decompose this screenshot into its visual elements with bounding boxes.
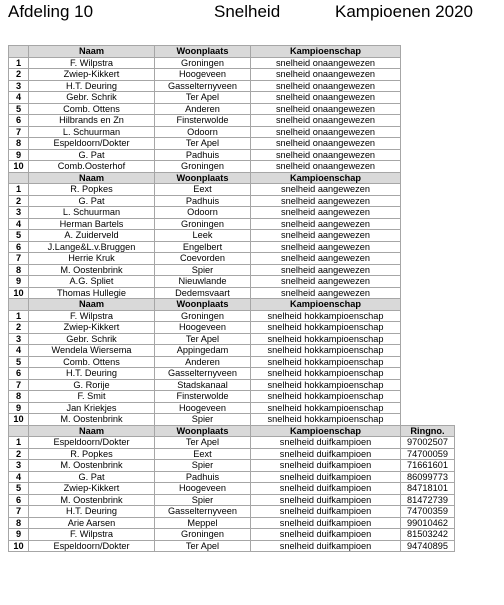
column-header-naam: Naam xyxy=(29,425,155,437)
rank-cell: 9 xyxy=(9,402,29,414)
naam-cell: Comb. Ottens xyxy=(29,356,155,368)
empty-cell xyxy=(401,92,455,104)
naam-cell: M. Oostenbrink xyxy=(29,460,155,472)
woonplaats-cell: Gasselternyveen xyxy=(155,368,251,380)
naam-cell: G. Pat xyxy=(29,149,155,161)
woonplaats-cell: Groningen xyxy=(155,310,251,322)
table-row xyxy=(9,356,455,368)
kampioenschap-cell: snelheid onaangewezen xyxy=(251,103,401,115)
kampioenschap-cell: snelheid hokkampioenschap xyxy=(251,368,401,380)
naam-cell: H.T. Deuring xyxy=(29,80,155,92)
kampioenschap-cell: snelheid hokkampioenschap xyxy=(251,391,401,403)
rank-cell: 1 xyxy=(9,184,29,196)
woonplaats-cell: Spier xyxy=(155,460,251,472)
ringno-cell: 99010462 xyxy=(401,517,455,529)
rank-cell: 5 xyxy=(9,230,29,242)
naam-cell: Comb.Oosterhof xyxy=(29,161,155,173)
header-number-cell xyxy=(9,425,29,437)
empty-cell xyxy=(401,161,455,173)
naam-cell: G. Rorije xyxy=(29,379,155,391)
table-row xyxy=(9,402,455,414)
naam-cell: L. Schuurman xyxy=(29,207,155,219)
kampioenschap-cell: snelheid hokkampioenschap xyxy=(251,345,401,357)
empty-cell xyxy=(401,207,455,219)
rank-cell: 6 xyxy=(9,115,29,127)
rank-cell: 2 xyxy=(9,448,29,460)
naam-cell: Espeldoorn/Dokter xyxy=(29,437,155,449)
naam-cell: M. Oostenbrink xyxy=(29,494,155,506)
rank-cell: 5 xyxy=(9,103,29,115)
section-header-row xyxy=(9,172,455,184)
empty-cell xyxy=(401,402,455,414)
naam-cell: F. Wilpstra xyxy=(29,57,155,69)
empty-cell xyxy=(401,195,455,207)
kampioenschap-cell: snelheid aangewezen xyxy=(251,241,401,253)
table-row xyxy=(9,368,455,380)
naam-cell: Wendela Wiersema xyxy=(29,345,155,357)
empty-cell xyxy=(401,368,455,380)
naam-cell: G. Pat xyxy=(29,195,155,207)
woonplaats-cell: Finsterwolde xyxy=(155,391,251,403)
rank-cell: 7 xyxy=(9,506,29,518)
naam-cell: Comb. Ottens xyxy=(29,103,155,115)
kampioenschap-cell: snelheid hokkampioenschap xyxy=(251,379,401,391)
table-row xyxy=(9,391,455,403)
naam-cell: R. Popkes xyxy=(29,448,155,460)
kampioenschap-cell: snelheid onaangewezen xyxy=(251,115,401,127)
empty-cell xyxy=(401,172,455,184)
ringno-cell: 81503242 xyxy=(401,529,455,541)
ringno-cell: 74700059 xyxy=(401,448,455,460)
column-header-naam: Naam xyxy=(29,299,155,311)
table-row xyxy=(9,322,455,334)
woonplaats-cell: Odoorn xyxy=(155,126,251,138)
column-header-woonplaats: Woonplaats xyxy=(155,46,251,58)
woonplaats-cell: Padhuis xyxy=(155,149,251,161)
kampioenschap-cell: snelheid aangewezen xyxy=(251,253,401,265)
kampioenschap-cell: snelheid onaangewezen xyxy=(251,161,401,173)
empty-cell xyxy=(401,241,455,253)
table-row xyxy=(9,149,455,161)
rank-cell: 4 xyxy=(9,471,29,483)
empty-cell xyxy=(401,46,455,58)
empty-cell xyxy=(401,253,455,265)
empty-cell xyxy=(401,299,455,311)
rank-cell: 8 xyxy=(9,391,29,403)
kampioenschap-cell: snelheid duifkampioen xyxy=(251,460,401,472)
rank-cell: 3 xyxy=(9,460,29,472)
column-header-naam: Naam xyxy=(29,46,155,58)
table-row xyxy=(9,287,455,299)
table-row xyxy=(9,69,455,81)
table-row xyxy=(9,437,455,449)
ringno-cell: 97002507 xyxy=(401,437,455,449)
woonplaats-cell: Groningen xyxy=(155,218,251,230)
kampioenschap-cell: snelheid aangewezen xyxy=(251,207,401,219)
kampioenschap-cell: snelheid aangewezen xyxy=(251,230,401,242)
naam-cell: A. Zuiderveld xyxy=(29,230,155,242)
naam-cell: Arie Aarsen xyxy=(29,517,155,529)
empty-cell xyxy=(401,80,455,92)
naam-cell: Thomas Hullegie xyxy=(29,287,155,299)
woonplaats-cell: Groningen xyxy=(155,57,251,69)
woonplaats-cell: Meppel xyxy=(155,517,251,529)
header-discipline: Snelheid xyxy=(214,2,281,21)
kampioenschap-cell: snelheid onaangewezen xyxy=(251,57,401,69)
woonplaats-cell: Gasselternyveen xyxy=(155,80,251,92)
table-row xyxy=(9,540,455,552)
rank-cell: 3 xyxy=(9,80,29,92)
rank-cell: 8 xyxy=(9,138,29,150)
kampioenschap-cell: snelheid aangewezen xyxy=(251,184,401,196)
woonplaats-cell: Odoorn xyxy=(155,207,251,219)
column-header-woonplaats: Woonplaats xyxy=(155,299,251,311)
naam-cell: H.T. Deuring xyxy=(29,506,155,518)
rank-cell: 2 xyxy=(9,69,29,81)
rank-cell: 4 xyxy=(9,218,29,230)
rank-cell: 9 xyxy=(9,276,29,288)
woonplaats-cell: Hoogeveen xyxy=(155,483,251,495)
table-row xyxy=(9,138,455,150)
empty-cell xyxy=(401,391,455,403)
kampioenschap-cell: snelheid onaangewezen xyxy=(251,149,401,161)
column-header-woonplaats: Woonplaats xyxy=(155,172,251,184)
kampioenschap-cell: snelheid hokkampioenschap xyxy=(251,333,401,345)
naam-cell: Jan Kriekjes xyxy=(29,402,155,414)
woonplaats-cell: Stadskanaal xyxy=(155,379,251,391)
woonplaats-cell: Ter Apel xyxy=(155,138,251,150)
kampioenschap-cell: snelheid aangewezen xyxy=(251,195,401,207)
woonplaats-cell: Engelbert xyxy=(155,241,251,253)
table-row xyxy=(9,460,455,472)
table-row xyxy=(9,506,455,518)
table-row xyxy=(9,310,455,322)
kampioenschap-cell: snelheid onaangewezen xyxy=(251,138,401,150)
table-row xyxy=(9,80,455,92)
empty-cell xyxy=(401,69,455,81)
rank-cell: 7 xyxy=(9,253,29,265)
naam-cell: H.T. Deuring xyxy=(29,368,155,380)
kampioenschap-cell: snelheid hokkampioenschap xyxy=(251,414,401,426)
woonplaats-cell: Hoogeveen xyxy=(155,69,251,81)
table-row xyxy=(9,471,455,483)
woonplaats-cell: Padhuis xyxy=(155,471,251,483)
woonplaats-cell: Spier xyxy=(155,414,251,426)
empty-cell xyxy=(401,126,455,138)
section-header-row xyxy=(9,299,455,311)
header-title: Kampioenen 2020 xyxy=(335,2,474,21)
column-header-kampioenschap: Kampioenschap xyxy=(251,425,401,437)
woonplaats-cell: Spier xyxy=(155,264,251,276)
woonplaats-cell: Hoogeveen xyxy=(155,322,251,334)
kampioenschap-cell: snelheid aangewezen xyxy=(251,264,401,276)
woonplaats-cell: Ter Apel xyxy=(155,437,251,449)
kampioenschap-cell: snelheid aangewezen xyxy=(251,276,401,288)
rank-cell: 5 xyxy=(9,483,29,495)
empty-cell xyxy=(401,103,455,115)
rank-cell: 6 xyxy=(9,368,29,380)
woonplaats-cell: Leek xyxy=(155,230,251,242)
naam-cell: A.G. Spliet xyxy=(29,276,155,288)
kampioenschap-cell: snelheid duifkampioen xyxy=(251,506,401,518)
woonplaats-cell: Anderen xyxy=(155,103,251,115)
kampioenschap-cell: snelheid duifkampioen xyxy=(251,517,401,529)
kampioenschap-cell: snelheid hokkampioenschap xyxy=(251,356,401,368)
naam-cell: F. Smit xyxy=(29,391,155,403)
rank-cell: 1 xyxy=(9,310,29,322)
woonplaats-cell: Hoogeveen xyxy=(155,402,251,414)
table-row xyxy=(9,276,455,288)
rank-cell: 4 xyxy=(9,345,29,357)
kampioenschap-cell: snelheid duifkampioen xyxy=(251,448,401,460)
naam-cell: M. Oostenbrink xyxy=(29,414,155,426)
woonplaats-cell: Groningen xyxy=(155,161,251,173)
woonplaats-cell: Dedemsvaart xyxy=(155,287,251,299)
table-row xyxy=(9,241,455,253)
empty-cell xyxy=(401,184,455,196)
empty-cell xyxy=(401,333,455,345)
rank-cell: 5 xyxy=(9,356,29,368)
woonplaats-cell: Spier xyxy=(155,494,251,506)
rank-cell: 10 xyxy=(9,287,29,299)
table-row xyxy=(9,448,455,460)
naam-cell: Herman Bartels xyxy=(29,218,155,230)
table-row xyxy=(9,184,455,196)
rank-cell: 10 xyxy=(9,540,29,552)
woonplaats-cell: Ter Apel xyxy=(155,92,251,104)
woonplaats-cell: Padhuis xyxy=(155,195,251,207)
kampioenschap-cell: snelheid onaangewezen xyxy=(251,80,401,92)
naam-cell: Gebr. Schrik xyxy=(29,92,155,104)
naam-cell: Gebr. Schrik xyxy=(29,333,155,345)
section-header-row xyxy=(9,425,455,437)
woonplaats-cell: Eext xyxy=(155,184,251,196)
rank-cell: 4 xyxy=(9,92,29,104)
ringno-cell: 84718101 xyxy=(401,483,455,495)
table-body xyxy=(9,46,455,552)
table-row xyxy=(9,333,455,345)
kampioenschap-cell: snelheid aangewezen xyxy=(251,287,401,299)
table-row xyxy=(9,414,455,426)
empty-cell xyxy=(401,287,455,299)
empty-cell xyxy=(401,115,455,127)
table-row xyxy=(9,529,455,541)
naam-cell: G. Pat xyxy=(29,471,155,483)
empty-cell xyxy=(401,264,455,276)
naam-cell: Zwiep-Kikkert xyxy=(29,69,155,81)
column-header-kampioenschap: Kampioenschap xyxy=(251,299,401,311)
table-row xyxy=(9,345,455,357)
table-row xyxy=(9,218,455,230)
empty-cell xyxy=(401,414,455,426)
naam-cell: Espeldoorn/Dokter xyxy=(29,540,155,552)
kampioenschap-cell: snelheid duifkampioen xyxy=(251,471,401,483)
rank-cell: 2 xyxy=(9,195,29,207)
rank-cell: 9 xyxy=(9,149,29,161)
section-header-row xyxy=(9,46,455,58)
woonplaats-cell: Finsterwolde xyxy=(155,115,251,127)
naam-cell: J.Lange&L.v.Bruggen xyxy=(29,241,155,253)
kampioenschap-cell: snelheid hokkampioenschap xyxy=(251,402,401,414)
woonplaats-cell: Eext xyxy=(155,448,251,460)
kampioenen-table xyxy=(8,45,455,552)
naam-cell: F. Wilpstra xyxy=(29,529,155,541)
kampioenschap-cell: snelheid onaangewezen xyxy=(251,126,401,138)
naam-cell: F. Wilpstra xyxy=(29,310,155,322)
table-row xyxy=(9,92,455,104)
empty-cell xyxy=(401,149,455,161)
naam-cell: Espeldoorn/Dokter xyxy=(29,138,155,150)
column-header-ringno: Ringno. xyxy=(401,425,455,437)
rank-cell: 9 xyxy=(9,529,29,541)
ringno-cell: 71661601 xyxy=(401,460,455,472)
naam-cell: L. Schuurman xyxy=(29,126,155,138)
table-row xyxy=(9,264,455,276)
empty-cell xyxy=(401,57,455,69)
kampioenschap-cell: snelheid duifkampioen xyxy=(251,437,401,449)
empty-cell xyxy=(401,138,455,150)
rank-cell: 8 xyxy=(9,264,29,276)
naam-cell: Zwiep-Kikkert xyxy=(29,483,155,495)
empty-cell xyxy=(401,276,455,288)
woonplaats-cell: Appingedam xyxy=(155,345,251,357)
empty-cell xyxy=(401,379,455,391)
header-number-cell xyxy=(9,299,29,311)
table-row xyxy=(9,494,455,506)
empty-cell xyxy=(401,218,455,230)
table-row xyxy=(9,207,455,219)
table-row xyxy=(9,115,455,127)
rank-cell: 8 xyxy=(9,517,29,529)
table-row xyxy=(9,517,455,529)
rank-cell: 7 xyxy=(9,126,29,138)
rank-cell: 1 xyxy=(9,57,29,69)
header-number-cell xyxy=(9,46,29,58)
naam-cell: M. Oostenbrink xyxy=(29,264,155,276)
empty-cell xyxy=(401,356,455,368)
empty-cell xyxy=(401,230,455,242)
column-header-naam: Naam xyxy=(29,172,155,184)
naam-cell: R. Popkes xyxy=(29,184,155,196)
column-header-kampioenschap: Kampioenschap xyxy=(251,46,401,58)
woonplaats-cell: Ter Apel xyxy=(155,333,251,345)
header-number-cell xyxy=(9,172,29,184)
rank-cell: 3 xyxy=(9,207,29,219)
kampioenschap-cell: snelheid duifkampioen xyxy=(251,483,401,495)
rank-cell: 10 xyxy=(9,414,29,426)
kampioenschap-cell: snelheid duifkampioen xyxy=(251,540,401,552)
kampioenschap-cell: snelheid hokkampioenschap xyxy=(251,322,401,334)
table-row xyxy=(9,195,455,207)
kampioenschap-cell: snelheid hokkampioenschap xyxy=(251,310,401,322)
table-row xyxy=(9,379,455,391)
empty-cell xyxy=(401,345,455,357)
rank-cell: 6 xyxy=(9,494,29,506)
naam-cell: Hilbrands en Zn xyxy=(29,115,155,127)
rank-cell: 10 xyxy=(9,161,29,173)
rank-cell: 1 xyxy=(9,437,29,449)
table-row xyxy=(9,57,455,69)
woonplaats-cell: Groningen xyxy=(155,529,251,541)
naam-cell: Herrie Kruk xyxy=(29,253,155,265)
table-row xyxy=(9,126,455,138)
table-row xyxy=(9,161,455,173)
ringno-cell: 81472739 xyxy=(401,494,455,506)
rank-cell: 3 xyxy=(9,333,29,345)
kampioenschap-cell: snelheid duifkampioen xyxy=(251,494,401,506)
table-row xyxy=(9,103,455,115)
kampioenschap-cell: snelheid aangewezen xyxy=(251,218,401,230)
column-header-kampioenschap: Kampioenschap xyxy=(251,172,401,184)
naam-cell: Zwiep-Kikkert xyxy=(29,322,155,334)
table-row xyxy=(9,483,455,495)
table-row xyxy=(9,253,455,265)
empty-cell xyxy=(401,310,455,322)
kampioenschap-cell: snelheid duifkampioen xyxy=(251,529,401,541)
rank-cell: 7 xyxy=(9,379,29,391)
ringno-cell: 86099773 xyxy=(401,471,455,483)
rank-cell: 6 xyxy=(9,241,29,253)
header-afdeling: Afdeling 10 xyxy=(8,2,94,21)
ringno-cell: 74700359 xyxy=(401,506,455,518)
kampioenschap-cell: snelheid onaangewezen xyxy=(251,92,401,104)
woonplaats-cell: Anderen xyxy=(155,356,251,368)
table-row xyxy=(9,230,455,242)
rank-cell: 2 xyxy=(9,322,29,334)
empty-cell xyxy=(401,322,455,334)
column-header-woonplaats: Woonplaats xyxy=(155,425,251,437)
ringno-cell: 94740895 xyxy=(401,540,455,552)
kampioenschap-cell: snelheid onaangewezen xyxy=(251,69,401,81)
woonplaats-cell: Gasselternyveen xyxy=(155,506,251,518)
woonplaats-cell: Nieuwlande xyxy=(155,276,251,288)
woonplaats-cell: Coevorden xyxy=(155,253,251,265)
woonplaats-cell: Ter Apel xyxy=(155,540,251,552)
